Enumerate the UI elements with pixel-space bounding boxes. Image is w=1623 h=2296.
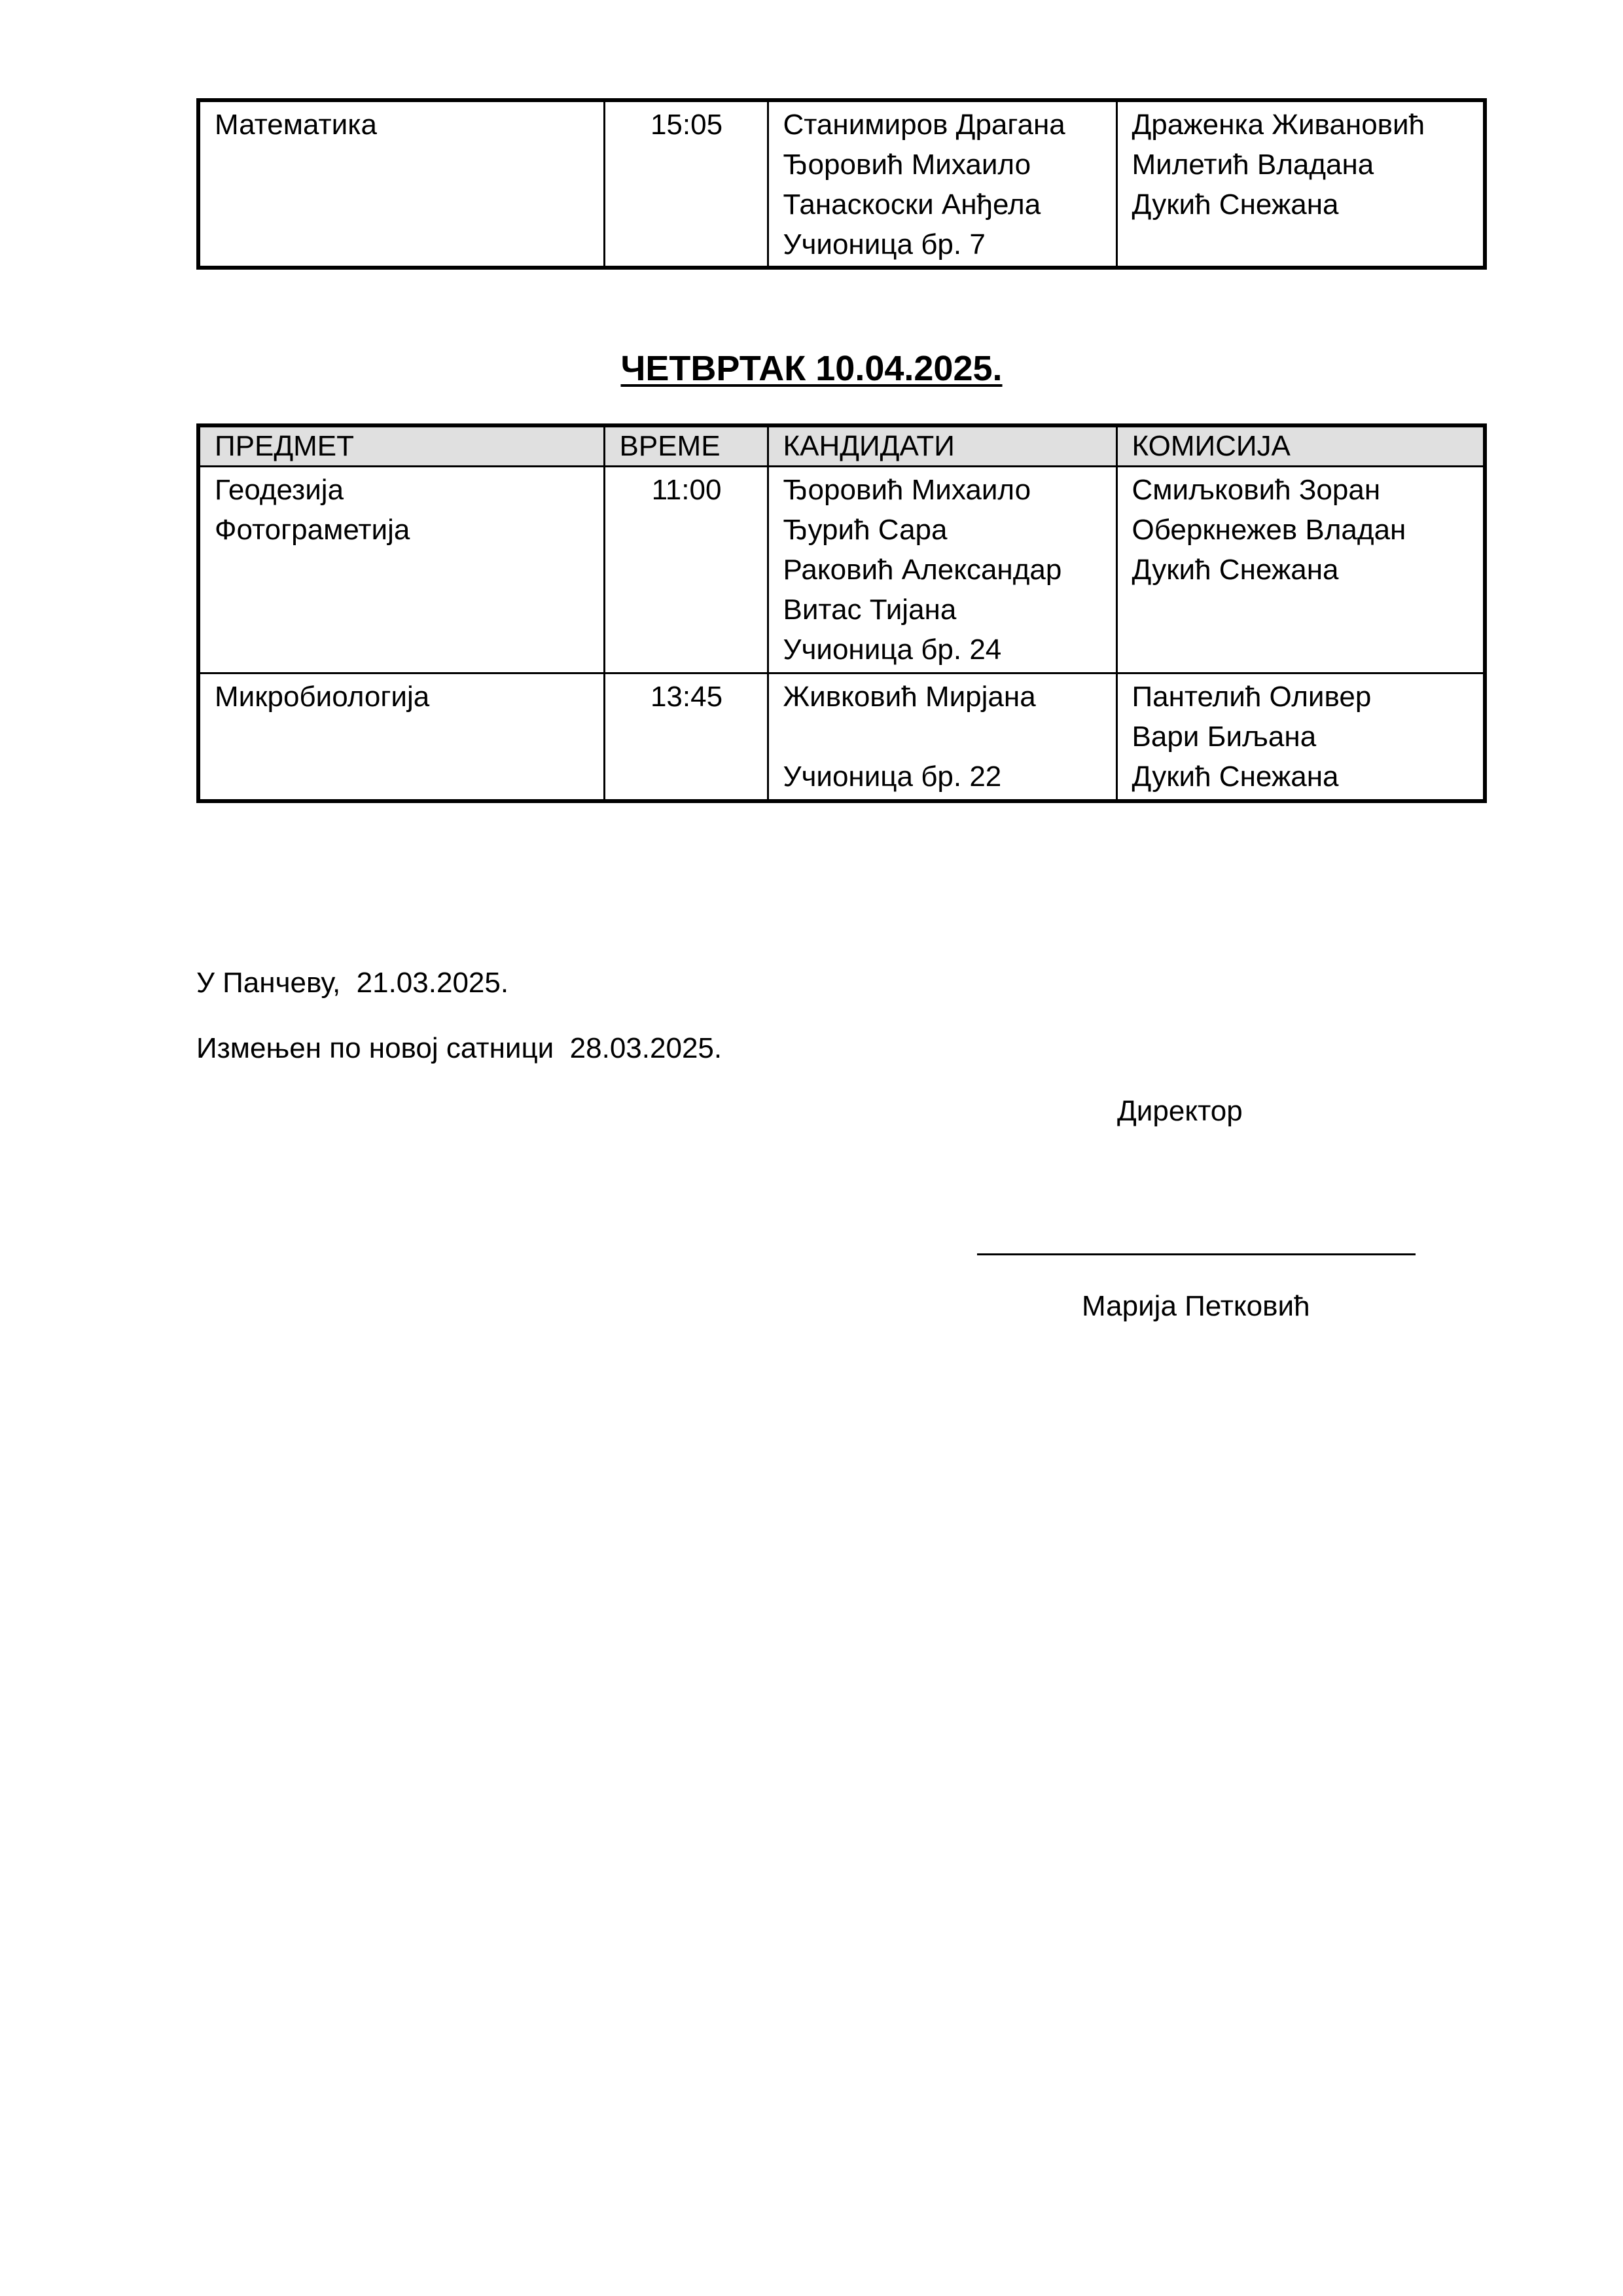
candidates-cell [768, 673, 1116, 802]
column-header-subject: ПРЕДМЕТ [198, 425, 604, 467]
amended-note: Измењен по новој сатници 28.03.2025. [196, 1032, 722, 1064]
classroom-label: Учионица бр. 22 [783, 761, 1002, 793]
empty-line [783, 717, 1103, 757]
candidates-cell [768, 100, 1116, 268]
committee-member: Дукић Снежана [1132, 554, 1339, 586]
schedule-table-continued [196, 98, 1487, 270]
schedule-table [196, 423, 1487, 803]
subject-name: Геодезија [215, 474, 344, 506]
committee-member: Драженка Живановић [1132, 109, 1425, 141]
place-date: У Панчеву, 21.03.2025. [196, 967, 509, 999]
table-header-row [198, 425, 1485, 467]
committee-member: Милетић Владана [1132, 149, 1374, 181]
classroom-label: Учионица бр. 24 [783, 634, 1002, 666]
committee-member: Пантелић Оливер [1132, 681, 1372, 713]
committee-cell [1116, 100, 1485, 268]
committee-cell [1116, 673, 1485, 802]
column-header-candidates: КАНДИДАТИ [768, 425, 1116, 467]
subject-cell [198, 100, 604, 268]
committee-member: Вари Биљана [1132, 721, 1317, 753]
committee-member: Дукић Снежана [1132, 761, 1339, 793]
committee-member: Смиљковић Зоран [1132, 474, 1381, 506]
column-header-time: ВРЕМЕ [604, 425, 768, 467]
table-row [198, 673, 1485, 802]
committee-cell [1116, 467, 1485, 673]
subject-cell [198, 467, 604, 673]
director-label: Директор [1117, 1095, 1243, 1127]
day-heading [0, 346, 1623, 391]
candidate-name: Станимиров Драгана [783, 109, 1065, 141]
subject-name: Фотограметија [215, 514, 410, 546]
time-cell: 11:00 [604, 467, 768, 673]
candidate-name: Танаскоски Анђела [783, 188, 1041, 221]
candidate-name: Раковић Александар [783, 554, 1062, 586]
candidates-cell [768, 467, 1116, 673]
committee-member: Оберкнежев Владан [1132, 514, 1406, 546]
candidate-name: Ђоровић Михаило [783, 474, 1031, 506]
director-name: Марија Петковић [1082, 1290, 1310, 1322]
candidate-name: Ђурић Сара [783, 514, 948, 546]
candidate-name: Ђоровић Михаило [783, 149, 1031, 181]
classroom-label: Учионица бр. 7 [783, 228, 986, 260]
time-cell: 15:05 [604, 100, 768, 268]
committee-member: Дукић Снежана [1132, 188, 1339, 221]
day-heading-text: ЧЕТВРТАК 10.04.2025. [620, 349, 1003, 388]
table-row [198, 100, 1485, 268]
candidate-name: Живковић Мирјана [783, 681, 1036, 713]
signature-line [977, 1253, 1416, 1255]
time-cell: 13:45 [604, 673, 768, 802]
table-row [198, 467, 1485, 673]
candidate-name: Витас Тијана [783, 594, 957, 626]
subject-cell [198, 673, 604, 802]
subject-name: Математика [215, 109, 377, 141]
subject-name: Микробиологија [215, 681, 430, 713]
column-header-committee: КОМИСИЈА [1116, 425, 1485, 467]
